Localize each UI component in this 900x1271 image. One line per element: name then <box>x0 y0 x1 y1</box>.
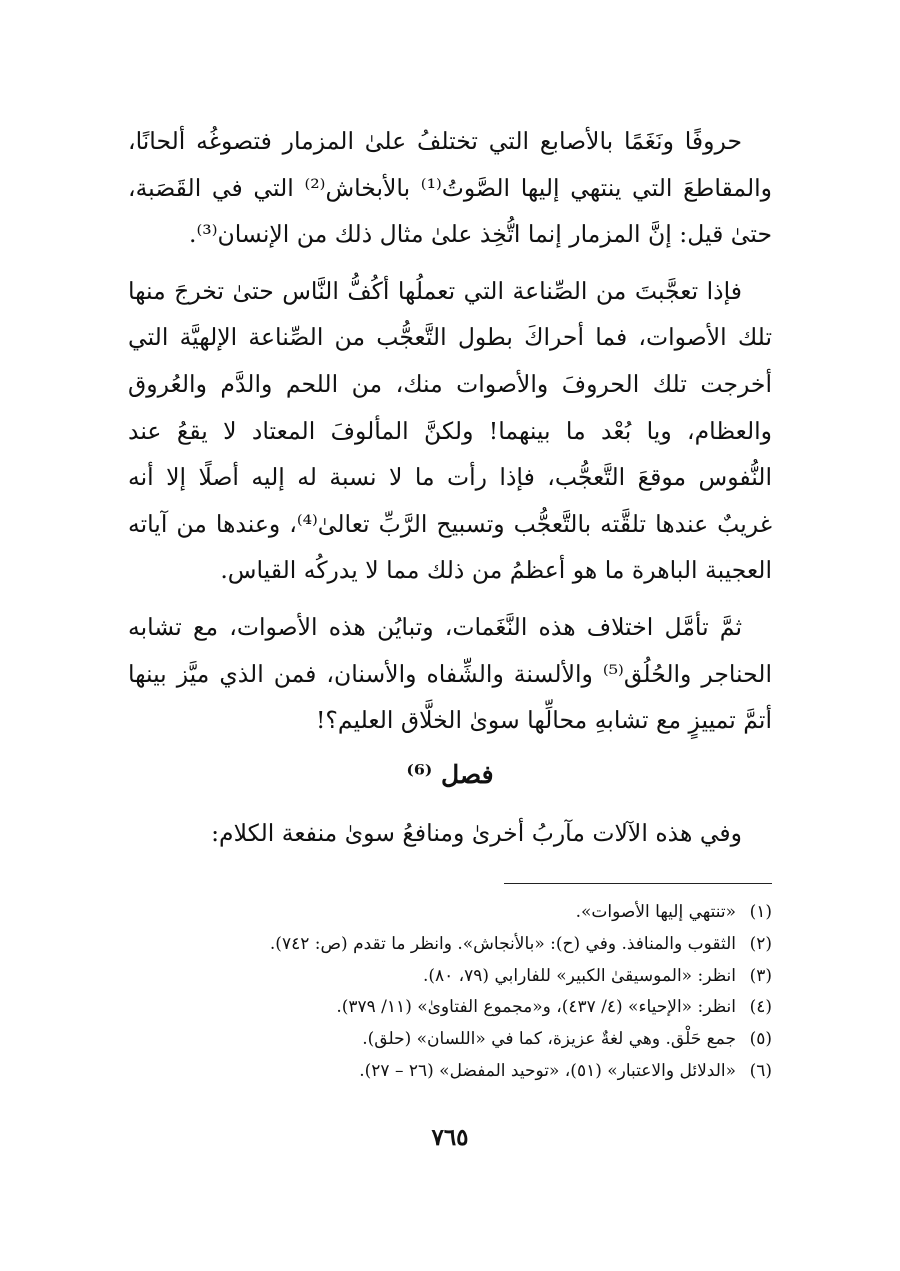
footnote <box>128 1024 772 1056</box>
footnote <box>128 929 772 961</box>
section-heading-text: فصل <box>441 760 494 789</box>
footnote-number: (٢) <box>749 933 772 954</box>
paragraph-2: فإذا تعجَّبتَ من الصِّناعة التي تعملُها أكُفُّ النَّاس حتىٰ تخرجَ منها تلك الأصوات، فما أحراكَ بطول التَّعجُّب من الصِّناعة الإلهيَّة التي أخرجت تلك الحروفَ والأصوات منك، من اللحم والدَّم والعُروق والعظام، ويا بُعْد ما بينهما! ولكنَّ المألوفَ المعتاد لا يقعُ عند النُّفوس موقعَ التَّعجُّب، فإذا رأت ما لا نسبة له إليه أصلًا إلا أنه غريبٌ عندها تلقَّته بالتَّعجُّب وتسبيح الرَّبِّ تعالىٰ⁽⁴⁾، وعندها من آياته العجيبة الباهرة ما هو أعظمُ من ذلك مما لا يدركُه القياس. <box>128 276 772 585</box>
paragraph-3: ثمَّ تأمَّل اختلاف هذه النَّغَمات، وتبايُن هذه الأصوات، مع تشابه الحناجر والحُلُق⁽⁵⁾ والألسنة والشِّفاه والأسنان، فمن الذي ميَّز بينها أتمَّ تمييزٍ مع تشابهِ محالِّها سوىٰ الخلَّاق العليم؟! <box>128 612 772 735</box>
section-heading <box>128 752 772 798</box>
footnote-text: انظر: «الموسيقىٰ الكبير» للفارابي (٧٩، ٨٠). <box>422 965 736 986</box>
footnotes <box>128 897 772 1088</box>
paragraph-1: حروفًا ونَغَمًا بالأصابع التي تختلفُ علىٰ المزمار فتصوغُه ألحانًا، والمقاطعَ التي ينتهي إليها الصَّوتُ⁽¹⁾ بالأبخاش⁽²⁾ التي في القَصَبة، حتىٰ قيل: إنَّ المزمار إنما اتُّخِذ علىٰ مثال ذلك من الإنسان⁽³⁾. <box>128 127 772 249</box>
body-text <box>128 118 772 744</box>
footnote-number: (٦) <box>749 1060 772 1081</box>
footnote-text: «تنتهي إليها الأصوات». <box>575 902 736 922</box>
page-number: ٧٦٥ <box>431 1124 469 1151</box>
footnote-number: (١) <box>749 902 772 922</box>
footnote <box>128 1056 772 1088</box>
footnote <box>128 992 772 1024</box>
footnote-text: انظر: «الإحياء» (٤/ ٤٣٧)، و«مجموع الفتاوىٰ» (١١/ ٣٧٩). <box>336 997 736 1018</box>
footnote <box>128 961 772 993</box>
footnote <box>128 897 772 929</box>
footnote-text: الثقوب والمنافذ. وفي (ح): «بالأنجاش». وانظر ما تقدم (ص: ٧٤٢). <box>269 933 736 954</box>
footnote-text: جمع حَلْق. وهي لغةٌ عزيزة، كما في «اللسان» (حلق). <box>362 1029 736 1050</box>
footnote-number: (٤) <box>749 997 772 1018</box>
footnote-divider <box>504 883 772 884</box>
section-heading-note: ⁽⁶⁾ <box>406 760 433 789</box>
closing-line: وفي هذه الآلات مآربُ أخرىٰ ومنافعُ سوىٰ منفعة الكلام: <box>211 819 742 847</box>
footnote-number: (٥) <box>749 1029 772 1050</box>
footnote-number: (٣) <box>749 965 772 986</box>
footnote-text: «الدلائل والاعتبار» (٥١)، «توحيد المفضل» (٢٦ – ٢٧). <box>359 1060 736 1081</box>
